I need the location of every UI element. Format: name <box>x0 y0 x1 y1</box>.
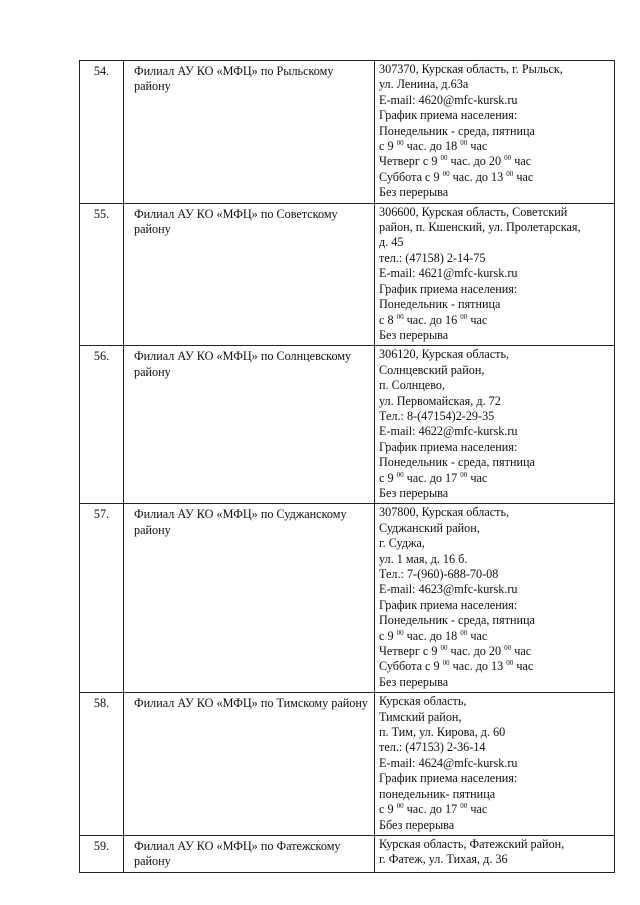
schedule-line <box>379 659 611 674</box>
schedule-text: час <box>467 139 488 154</box>
schedule-text: час. до 18 <box>403 628 461 643</box>
branch-contact-info <box>375 61 615 204</box>
info-line: Понедельник - среда, пятница <box>379 123 535 138</box>
info-line: п. Солнцево, <box>379 378 446 393</box>
branch-contact-info <box>375 693 615 836</box>
branch-name: Филиал АУ КО «МФЦ» по Солнцевскому району <box>124 346 375 504</box>
info-line: 306600, Курская область, Советский <box>379 204 568 219</box>
schedule-text: с 8 <box>379 312 397 327</box>
row-number: 58. <box>80 693 124 836</box>
schedule-minutes: 00 <box>396 139 404 148</box>
break-note: Без перерыва <box>379 674 449 689</box>
info-line: район, п. Кшенский, ул. Пролетарская, <box>379 220 581 235</box>
info-line: График приема населения: <box>379 439 518 454</box>
schedule-text: час <box>467 312 488 327</box>
schedule-text: час. до 18 <box>403 139 461 154</box>
info-line: E-mail: 4620@mfc-kursk.ru <box>379 92 518 107</box>
schedule-text: час <box>511 644 532 659</box>
schedule-minutes: 00 <box>504 644 512 653</box>
schedule-text: час. до 17 <box>403 470 461 485</box>
table-row <box>80 346 615 504</box>
table-row <box>80 203 615 346</box>
schedule-minutes: 00 <box>460 802 468 811</box>
info-line: Понедельник - среда, пятница <box>379 613 535 628</box>
schedule-line <box>379 471 611 486</box>
row-number: 56. <box>80 346 124 504</box>
schedule-minutes: 00 <box>442 169 450 178</box>
info-line: 307800, Курская область, <box>379 505 510 520</box>
info-line: Курская область, <box>379 694 467 709</box>
row-number: 57. <box>80 504 124 693</box>
schedule-line <box>379 170 611 185</box>
schedule-minutes: 00 <box>506 659 514 668</box>
branch-name: Филиал АУ КО «МФЦ» по Суджанскому району <box>124 504 375 693</box>
schedule-text: час. до 13 <box>449 659 507 674</box>
branch-contact-info <box>375 835 615 872</box>
schedule-text: Четверг с 9 <box>379 154 441 169</box>
schedule-minutes: 00 <box>460 470 468 479</box>
info-line: График приема населения: <box>379 108 518 123</box>
schedule-text: час <box>511 154 532 169</box>
info-line: Понедельник - пятница <box>379 297 501 312</box>
info-line: График приема населения: <box>379 281 518 296</box>
info-line: г. Суджа, <box>379 536 425 551</box>
info-line: Курская область, Фатежский район, <box>379 836 565 851</box>
table-row <box>80 61 615 204</box>
schedule-minutes: 00 <box>504 154 512 163</box>
info-line: Тел.: 7-(960)-688-70-08 <box>379 567 499 581</box>
break-note: Без перерыва <box>379 185 449 200</box>
schedule-text: час. до 20 <box>447 644 505 659</box>
branch-name: Филиал АУ КО «МФЦ» по Тимскому району <box>124 693 375 836</box>
row-number: 54. <box>80 61 124 204</box>
schedule-line <box>379 154 611 169</box>
info-line: E-mail: 4621@mfc-kursk.ru <box>379 266 518 281</box>
schedule-text: час. до 13 <box>449 169 507 184</box>
schedule-text: с 9 <box>379 470 397 485</box>
schedule-minutes: 00 <box>396 802 404 811</box>
branch-name: Филиал АУ КО «МФЦ» по Рыльскому району <box>124 61 375 204</box>
info-line: График приема населения: <box>379 597 518 612</box>
schedule-minutes: 00 <box>396 312 404 321</box>
schedule-line <box>379 139 611 154</box>
info-line: ул. Ленина, д.63а <box>379 77 469 92</box>
schedule-line <box>379 644 611 659</box>
schedule-minutes: 00 <box>460 139 468 148</box>
schedule-text: час <box>513 169 534 184</box>
schedule-text: час <box>467 802 488 817</box>
info-line: 306120, Курская область, <box>379 347 510 362</box>
break-note: Без перерыва <box>379 485 449 500</box>
schedule-text: час. до 16 <box>403 312 461 327</box>
schedule-text: Четверг с 9 <box>379 644 441 659</box>
mfc-branches-table <box>79 60 615 873</box>
branch-name: Филиал АУ КО «МФЦ» по Советскому району <box>124 203 375 346</box>
schedule-line <box>379 802 611 817</box>
info-line: тел.: (47158) 2-14-75 <box>379 250 486 265</box>
branch-contact-info <box>375 346 615 504</box>
schedule-minutes: 00 <box>506 169 514 178</box>
branch-contact-info <box>375 203 615 346</box>
info-line: Суджанский район, <box>379 520 480 535</box>
schedule-text: час <box>467 628 488 643</box>
info-line: д. 45 <box>379 235 404 250</box>
info-line: E-mail: 4622@mfc-kursk.ru <box>379 424 518 439</box>
info-line: п. Тим, ул. Кирова, д. 60 <box>379 725 506 740</box>
row-number: 59. <box>80 835 124 872</box>
info-line: Тел.: 8-(47154)2-29-35 <box>379 408 495 423</box>
info-line: E-mail: 4623@mfc-kursk.ru <box>379 582 518 597</box>
table-row <box>80 504 615 693</box>
info-line: E-mail: 4624@mfc-kursk.ru <box>379 755 518 770</box>
schedule-minutes: 00 <box>440 644 448 653</box>
schedule-text: час. до 17 <box>403 802 461 817</box>
info-line: ул. 1 мая, д. 16 б. <box>379 551 468 566</box>
table-row <box>80 693 615 836</box>
info-line: График приема населения: <box>379 771 518 786</box>
info-line: тел.: (47153) 2-36-14 <box>379 740 486 755</box>
schedule-text: Суббота с 9 <box>379 659 443 674</box>
schedule-text: с 9 <box>379 139 397 154</box>
break-note: Ббез перерыва <box>379 817 455 832</box>
info-line: Понедельник - среда, пятница <box>379 455 535 470</box>
info-line: Солнцевский район, <box>379 362 485 377</box>
schedule-minutes: 00 <box>396 470 404 479</box>
schedule-text: с 9 <box>379 628 397 643</box>
row-number: 55. <box>80 203 124 346</box>
schedule-minutes: 00 <box>442 659 450 668</box>
schedule-minutes: 00 <box>460 312 468 321</box>
info-line: Тимский район, <box>379 709 462 724</box>
schedule-line <box>379 629 611 644</box>
info-line: г. Фатеж, ул. Тихая, д. 36 <box>379 852 508 867</box>
table-row <box>80 835 615 872</box>
schedule-minutes: 00 <box>440 154 448 163</box>
schedule-text: час. до 20 <box>447 154 505 169</box>
info-line: 307370, Курская область, г. Рыльск, <box>379 62 563 76</box>
branch-name: Филиал АУ КО «МФЦ» по Фатежскому району <box>124 835 375 872</box>
branch-contact-info <box>375 504 615 693</box>
schedule-text: час <box>467 470 488 485</box>
info-line: понедельник- пятница <box>379 786 496 801</box>
schedule-minutes: 00 <box>396 628 404 637</box>
info-line: ул. Первомайская, д. 72 <box>379 393 501 408</box>
break-note: Без перерыва <box>379 327 449 342</box>
schedule-line <box>379 313 611 328</box>
schedule-text: с 9 <box>379 802 397 817</box>
schedule-text: час <box>513 659 534 674</box>
schedule-minutes: 00 <box>460 628 468 637</box>
schedule-text: Суббота с 9 <box>379 169 443 184</box>
